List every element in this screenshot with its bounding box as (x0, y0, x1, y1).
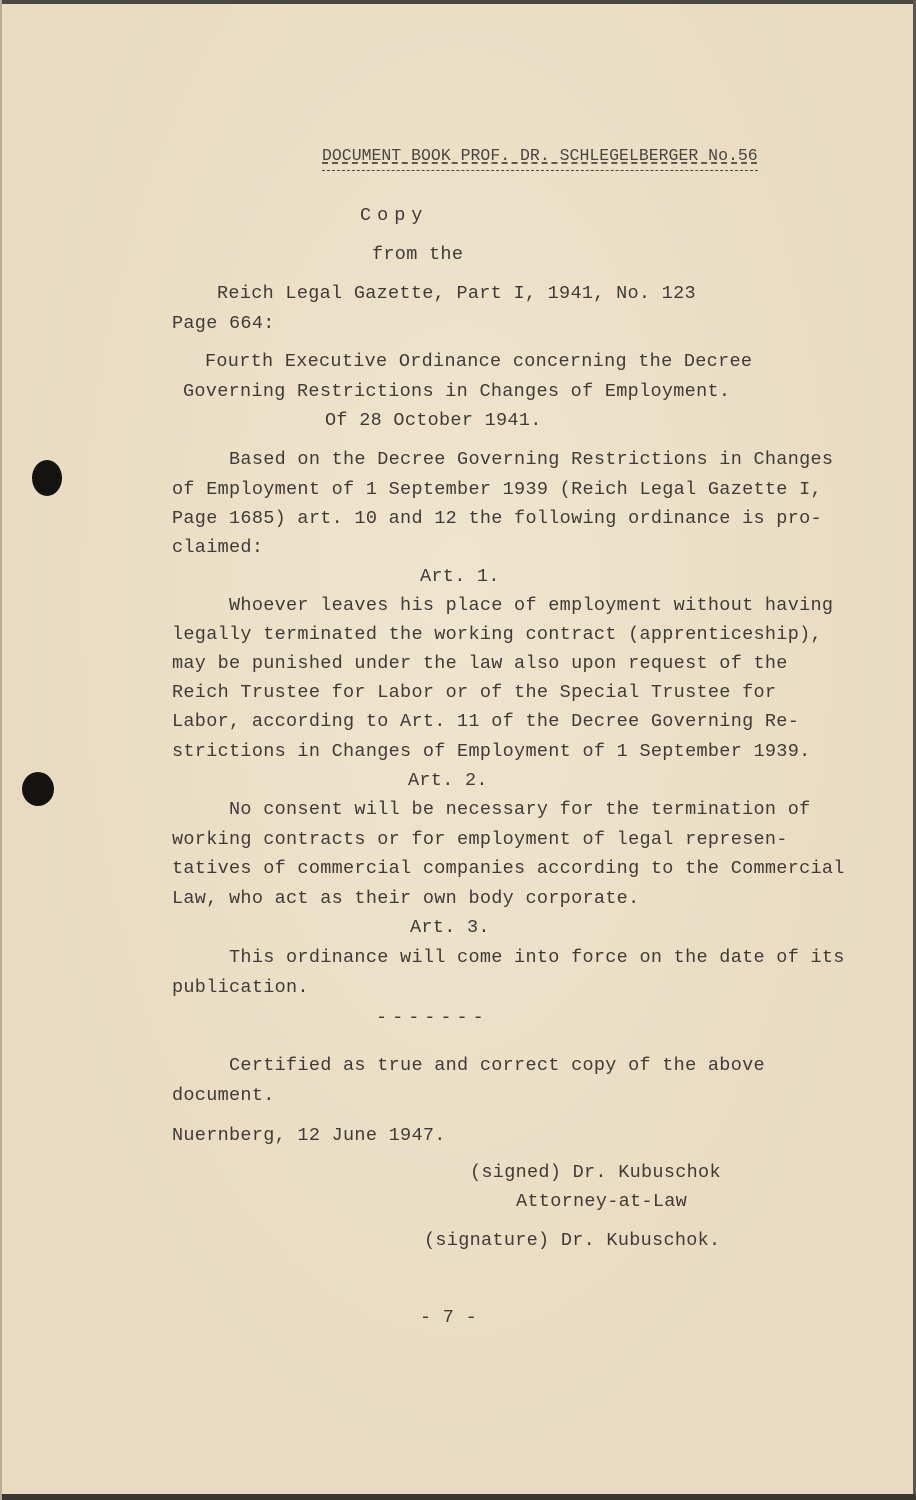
article-1-line: Whoever leaves his place of employment without having (172, 595, 834, 616)
place-date: Nuernberg, 12 June 1947. (172, 1125, 446, 1146)
article-3-line: This ordinance will come into force on the date of its (172, 947, 845, 968)
document-book-reference: DOCUMENT BOOK PROF. DR. SCHLEGELBERGER No.56 (322, 146, 758, 171)
article-2-line: Law, who act as their own body corporate. (172, 888, 640, 909)
gazette-citation: Reich Legal Gazette, Part I, 1941, No. 123 (217, 283, 696, 304)
ordinance-date-line: Of 28 October 1941. (325, 410, 542, 431)
article-2-line: tatives of commercial companies according to the Commercial (172, 858, 845, 879)
scan-edge-top (0, 0, 916, 4)
signed-line: (signed) Dr. Kubuschok (470, 1162, 721, 1183)
article-3-heading: Art. 3. (410, 917, 490, 938)
ordinance-title-line-2: Governing Restrictions in Changes of Employment. (183, 381, 731, 402)
scan-edge-bottom (0, 1494, 916, 1500)
preamble-line: of Employment of 1 September 1939 (Reich Legal Gazette I, (172, 479, 822, 500)
copy-heading: Copy (360, 205, 429, 226)
page-number: - 7 - (420, 1307, 478, 1328)
article-1-line: Labor, according to Art. 11 of the Decree Governing Re- (172, 711, 800, 732)
from-line: from the (372, 244, 464, 265)
scan-edge-left (0, 0, 2, 1500)
punch-hole (22, 772, 54, 806)
article-1-line: Reich Trustee for Labor or of the Special Trustee for (172, 682, 777, 703)
article-2-line: working contracts or for employment of legal represen- (172, 829, 788, 850)
article-1-line: may be punished under the law also upon request of the (172, 653, 788, 674)
certification-line: document. (172, 1085, 275, 1106)
article-2-line: No consent will be necessary for the termination of (172, 799, 811, 820)
signer-title: Attorney-at-Law (516, 1191, 688, 1212)
signature-line: (signature) Dr. Kubuschok. (424, 1230, 721, 1251)
preamble-line: Page 1685) art. 10 and 12 the following ordinance is pro- (172, 508, 822, 529)
section-separator: ------- (376, 1007, 489, 1028)
article-3-line: publication. (172, 977, 309, 998)
ordinance-title-line-1: Fourth Executive Ordinance concerning the Decree (205, 351, 753, 372)
punch-hole (32, 460, 62, 496)
article-1-line: strictions in Changes of Employment of 1 September 1939. (172, 741, 811, 762)
preamble-line: claimed: (172, 537, 264, 558)
preamble-line: Based on the Decree Governing Restrictions in Changes (172, 449, 834, 470)
article-1-line: legally terminated the working contract (apprenticeship), (172, 624, 822, 645)
article-1-heading: Art. 1. (420, 566, 500, 587)
article-2-heading: Art. 2. (408, 770, 488, 791)
certification-line: Certified as true and correct copy of the above (172, 1055, 765, 1076)
page-reference: Page 664: (172, 313, 275, 334)
